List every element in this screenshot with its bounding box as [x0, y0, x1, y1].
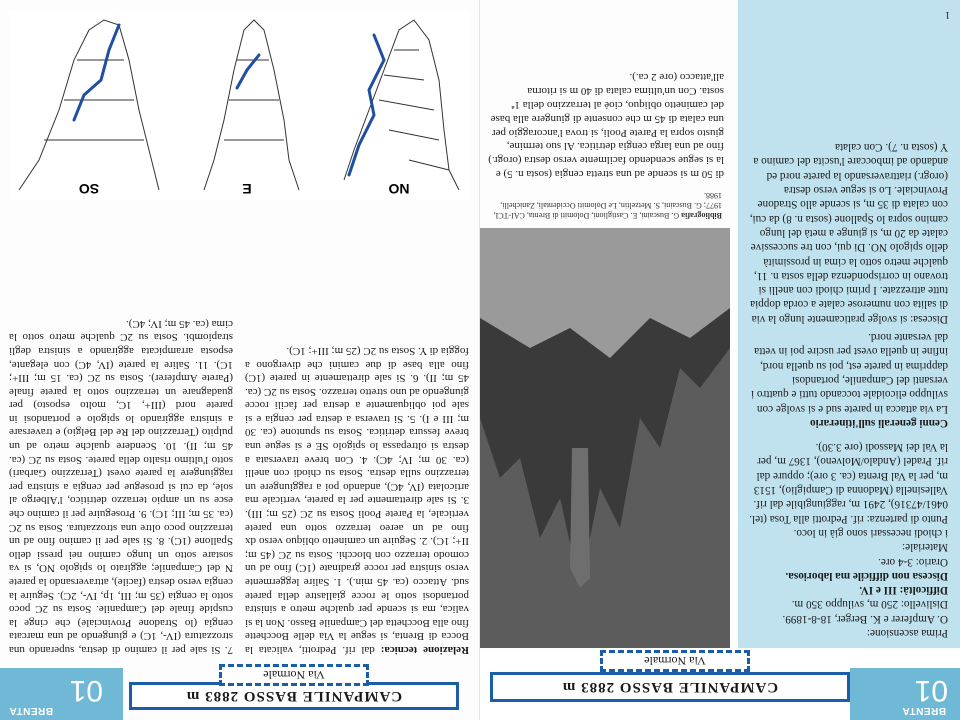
difficulty: Difficoltà: III e IV. [859, 584, 948, 597]
general-text: La via attacca in parete sud e si svolge con sviluppo elicoidale toccando tutti e quattro i versanti del Campanile, portandosi dapprima in parete est, poi su quella nord, infine in quella ovest per uscire poi in vetta dal versante nord. [751, 331, 948, 415]
right-area-badge [0, 668, 123, 720]
diagram-label-no: NO [388, 181, 410, 197]
technical-text-2: 7. Si sale per il camino di destra, superando una strozzatura (IV-, 1C) e giungendo ad una marcata cengia (lo Stradone Provinciale) che cinge la cuspide finale del Campanile. Sosta su 2C poco sotto la cengia (35 m; III, 1p, IV-, 2C). Seguire la cengia verso destra (facile), attraversando la parete N del Campanile; aggirato lo spigolo NO, si va sostare sotto un lungo camino nei pressi dello Spallone (1C). 8. Si sale per il camino fino ad un terrazzino poco oltre una strozzatura. Sosta su 2C (ca. 35 m; III; 1C). 9. Proseguire per il camino che esce su un ampio terrazzo detritico, l'Albergo al sole, da cui si prosegue per cengia a sinistra per raggiungere la parete ovest (Terrazzino Garbari) sotto l'ultimo risalto della parete. Sosta su 2C (ca. 45 m; II). 10. Scendere qualche metro ad un pulpito (Terrazzino del Re del Belgio) e traversare a sinistra aggirando lo spigolo e portandosi in parete nord (III+, 1C, molto esposto) per guadagnare un terrazzino sotto la parete finale (Parete Ampferer). Sosta su 2C (ca. 15 m; III+; 1C). 11. Salire la parete (IV, 4C) con elegante, esposta arrampicata aggirando a sinistra degli strapiombi. Sosta su 2C qualche metro sotto la cima (ca. 45 m; IV; 4C). [9, 317, 233, 656]
right-badge-area-label: BRENTA [9, 705, 53, 716]
route-diagram-graphic [9, 10, 469, 200]
page-number: 1 [945, 9, 950, 20]
descent-note: Discesa non difficile ma laboriosa. [785, 569, 948, 582]
right-badge-number: 01 [69, 674, 103, 707]
diagram-label-so: SO [78, 181, 100, 197]
first-ascent-value: O. Ampferer e K. Berger, 18-8-1899. [782, 612, 948, 625]
right-route-name: Via Normale [263, 668, 325, 683]
area-badge [850, 668, 960, 720]
general-title: Cenni generali sull'itinerario [810, 416, 948, 429]
page-title: CAMPANILE BASSO 2883 m [561, 679, 779, 696]
approach-text: di 50 m si scende ad una stretta cengia (sosta n. 5) e la si segue scendendo facilmente verso destra (orogr.) fino ad una larga cengia detritica. Al suo termine, giusto sopra la Parete Pooli, si trova l'ancoraggio per una calata di 45 m che consente di giungere alla base del caminetto obliquo, cioè al terrazzino della 1ª sosta. Con un'ultima calata di 40 m si ritorna all'attacco (ore 2 ca.). [488, 71, 724, 180]
mountain-photo [480, 228, 730, 648]
title-strip [490, 672, 850, 702]
route-name: Via Normale [644, 654, 706, 669]
right-subtitle-box [219, 664, 369, 686]
bibliography-text: G. Buscaini, E. Castiglioni, Dolomiti di Brenta, CAI-TCI, 1977; G. Buscaini, S. Metzeltin, Le Dolomiti Occidentali, Zanichelli, 1988. [493, 191, 722, 220]
right-title-strip [129, 682, 459, 710]
mountain-photo-graphic [480, 228, 730, 648]
technical-column-2 [9, 316, 233, 656]
technical-column-1 [245, 343, 469, 656]
subtitle-box [600, 650, 750, 672]
left-page [480, 0, 960, 720]
time-estimate: Orario: 3-4 ore. [878, 555, 948, 568]
technical-text-1: dal rif. Pedrotti, valicata la Bocca di Brenta, si segue la Via delle Bocchette fino alla Bocchetta del Campanile Basso. Non la si valica, ma si scende per qualche metro a sinistra portandosi sotto le rocce giallastre della parete sud. Attacco (ca. 45 min.). 1. Salire leggermente verso sinistra per rocce gradinate (1C) fino ad un comodo terrazzo con blocchi. Sosta su 2C (45 m; II+; 1C). 2. Seguire un caminetto obliquo verso dx fino ad un aereo terrazzo sotto una parete verticale, la Parete Pooli Sosta su 2C (25 m; III). 3. Si sale direttamente per la parete, verticale ma articolata (IV, 4C), andando poi a raggiungere un terrazzino sulla destra. Sosta su chiodi con anelli (ca. 30 m; IV; 4C). 4. Con breve traversata a destra si oltrepassa lo spigolo SE e si segue una breve fessura detritica. Sosta su spuntone (ca. 30 m; III e I). 5. Si traversa a destra per cengia e si sale poi obliquamente a destra per facili rocce giungendo ad uno stretto terrazzo. Sosta su 2C (ca. 45 m; II). 6. Si sale direttamente in parete (1C) fino alla base di due camini che divergono a foggia di Y. Sosta su 2C (25 m; III+; 1C). [245, 344, 469, 656]
badge-number: 01 [914, 674, 948, 707]
info-block [748, 140, 948, 640]
first-ascent-label: Prima ascensione: [866, 627, 948, 639]
badge-area-label: BRENTA [902, 705, 946, 716]
starting-point: Punto di partenza: rif. Pedrotti alla Tosa (tel. 0461/47316), 2491 m, raggiungibile dal rif. Vallesinella (Madonna di Campiglio), 1513 m, per la Val Brenta (ca. 3 ore); oppure dal rif. Pradel (Andalo/Molveno), 1367 m, per la Val dei Massodi (ore 3.30). [749, 441, 948, 525]
gear-value: i chiodi necessari sono già in loco. [793, 526, 948, 539]
descent-text: Discesa: si svolge praticamente lungo la via di salita con numerose calate a corda doppia tutte attrezzate. I primi chiodi con anelli si trovano in corrispondenza della sosta n. 11, qualche metro sotto la cima in prossimità dello spigolo NO. Di qui, con tre successive calate da 20 m, si giunge a metà del lungo camino sopra lo Spallone (sosta n. 8) da cui, con calata di 35 m, si scende allo Stradone Provinciale. Lo si segue verso destra (orogr.) riattraversando la parete nord ed andando ad imboccare l'uscita del camino a Y (sosta n. 7). Con calata [749, 141, 948, 325]
gear-label: Materiale: [902, 541, 948, 554]
right-header [0, 668, 479, 720]
diagram-label-e: E [242, 181, 252, 197]
technical-title: Relazione tecnica: [380, 644, 469, 656]
route-diagram [9, 10, 469, 200]
info-panel [738, 0, 960, 648]
right-page-title: CAMPANILE BASSO 2883 m [185, 688, 403, 705]
bibliography [486, 190, 722, 220]
bibliography-title: Bibliografia [681, 211, 722, 220]
elevation-gain: Dislivello: 250 m, sviluppo 350 m. [791, 598, 948, 611]
left-header [480, 652, 960, 720]
